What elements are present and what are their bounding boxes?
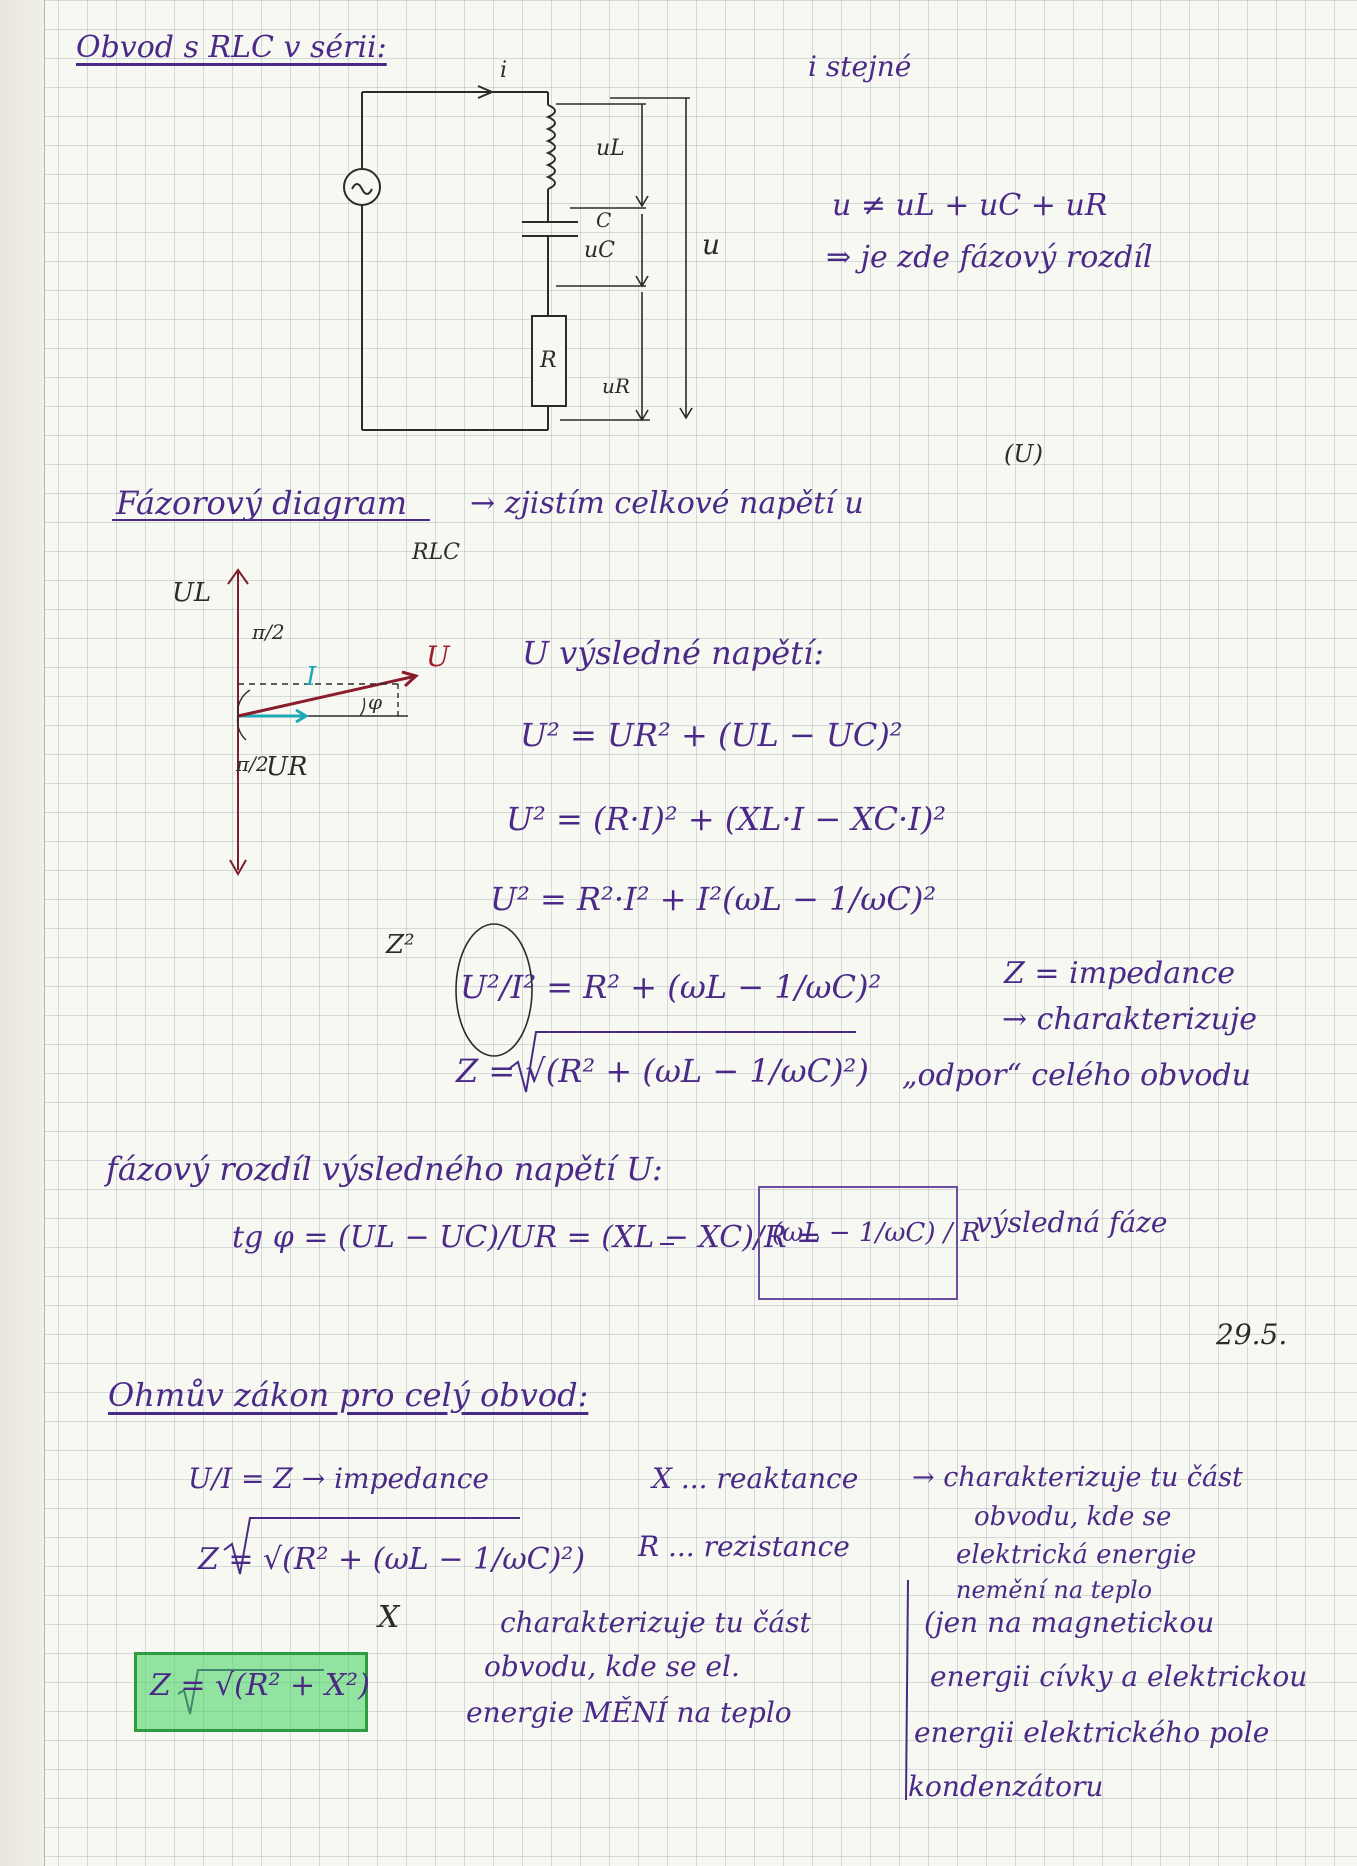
phasor-diagram [228,570,416,874]
magnetic-desc-4: kondenzátoru [908,1770,1104,1803]
diagram-label-UL: UL [172,578,212,608]
diagram-label-phi: φ [368,690,383,714]
phasor-title: Fázorový diagram [116,484,408,522]
reactance-desc-4: nemění na teplo [956,1576,1153,1604]
equation-4: U²/I² = R² + (ωL − 1/ωC)² [460,968,882,1006]
result-title: U výsledné napětí: [522,634,825,672]
diagram-label-pi2-top: π/2 [252,620,285,644]
magnetic-desc-2: energii cívky a elektrickou [930,1660,1308,1693]
equation-2: U² = (R·I)² + (XL·I − XC·I)² [506,800,947,838]
label-R-resistor: R [540,348,557,373]
z-note-1: Z = impedance [1004,956,1236,991]
z-note-3: „odpor“ celého obvodu [902,1058,1251,1093]
equation-5: Z = √(R² + (ωL − 1/ωC)²) [456,1052,869,1090]
equation-3: U² = R²·I² + I²(ωL − 1/ωC)² [490,880,937,918]
phase-title: fázový rozdíl výsledného napětí U: [106,1150,663,1188]
equation-1: U² = UR² + (UL − UC)² [520,716,903,754]
x-mark: X [378,1600,400,1635]
label-u-total: u [702,228,721,261]
diagram-label-I: I [306,662,317,692]
ohm-equation-1: U/I = Z → impedance [188,1462,489,1495]
resistance-desc-1: charakterizuje tu část [500,1606,811,1639]
ohm-equation-2: Z = √(R² + (ωL − 1/ωC)²) [198,1542,586,1577]
z-note-2: → charakterizuje [1002,1002,1258,1037]
phasor-subtitle: RLC [412,540,461,565]
heading-rlc: Obvod s RLC v sérii: [76,30,387,65]
rlc-circuit [344,86,578,430]
tg-equation: tg φ = (UL − UC)/UR = (XL − XC)/R = [232,1220,822,1255]
sum-relation: u ≠ uL + uC + uR [832,188,1108,223]
ohm-title: Ohmův zákon pro celý obvod: [108,1376,589,1414]
resistance-desc-2: obvodu, kde se el. [484,1650,740,1683]
label-uR: uR [602,374,630,398]
reactance-desc-2: obvodu, kde se [974,1502,1172,1532]
phasor-note-U: (U) [1004,440,1043,468]
phase-note: ⇒ je zde fázový rozdíl [826,240,1153,275]
label-uC: uC [584,238,616,263]
magnetic-desc-3: energii elektrického pole [914,1716,1270,1749]
date: 29.5. [1216,1318,1288,1351]
label-current-i: i [500,58,508,83]
reactance: X ... reaktance [652,1462,859,1495]
diagram-label-U: U [426,640,450,673]
magnetic-desc-1: (jen na magnetickou [924,1606,1215,1639]
resistance-desc-3: energie MĚNÍ na teplo [466,1696,792,1729]
label-uL: uL [596,136,625,161]
tg-result: (ωL − 1/ωC) / R [772,1218,981,1248]
boxed-formula: Z = √(R² + X²) [150,1668,370,1703]
resistance: R ... rezistance [638,1530,850,1563]
reactance-desc-3: elektrická energie [956,1540,1197,1570]
diagram-label-pi2-bottom: π/2 [236,752,269,776]
phasor-note: → zjistím celkové napětí u [470,486,864,521]
equation-4-left: Z² [386,930,415,960]
tg-note: výsledná fáze [976,1206,1168,1239]
note-i-same: i stejné [808,50,912,83]
reactance-desc-1: → charakterizuje tu část [912,1462,1243,1493]
diagram-label-UR: UR [266,752,308,782]
label-C: C [596,208,612,232]
